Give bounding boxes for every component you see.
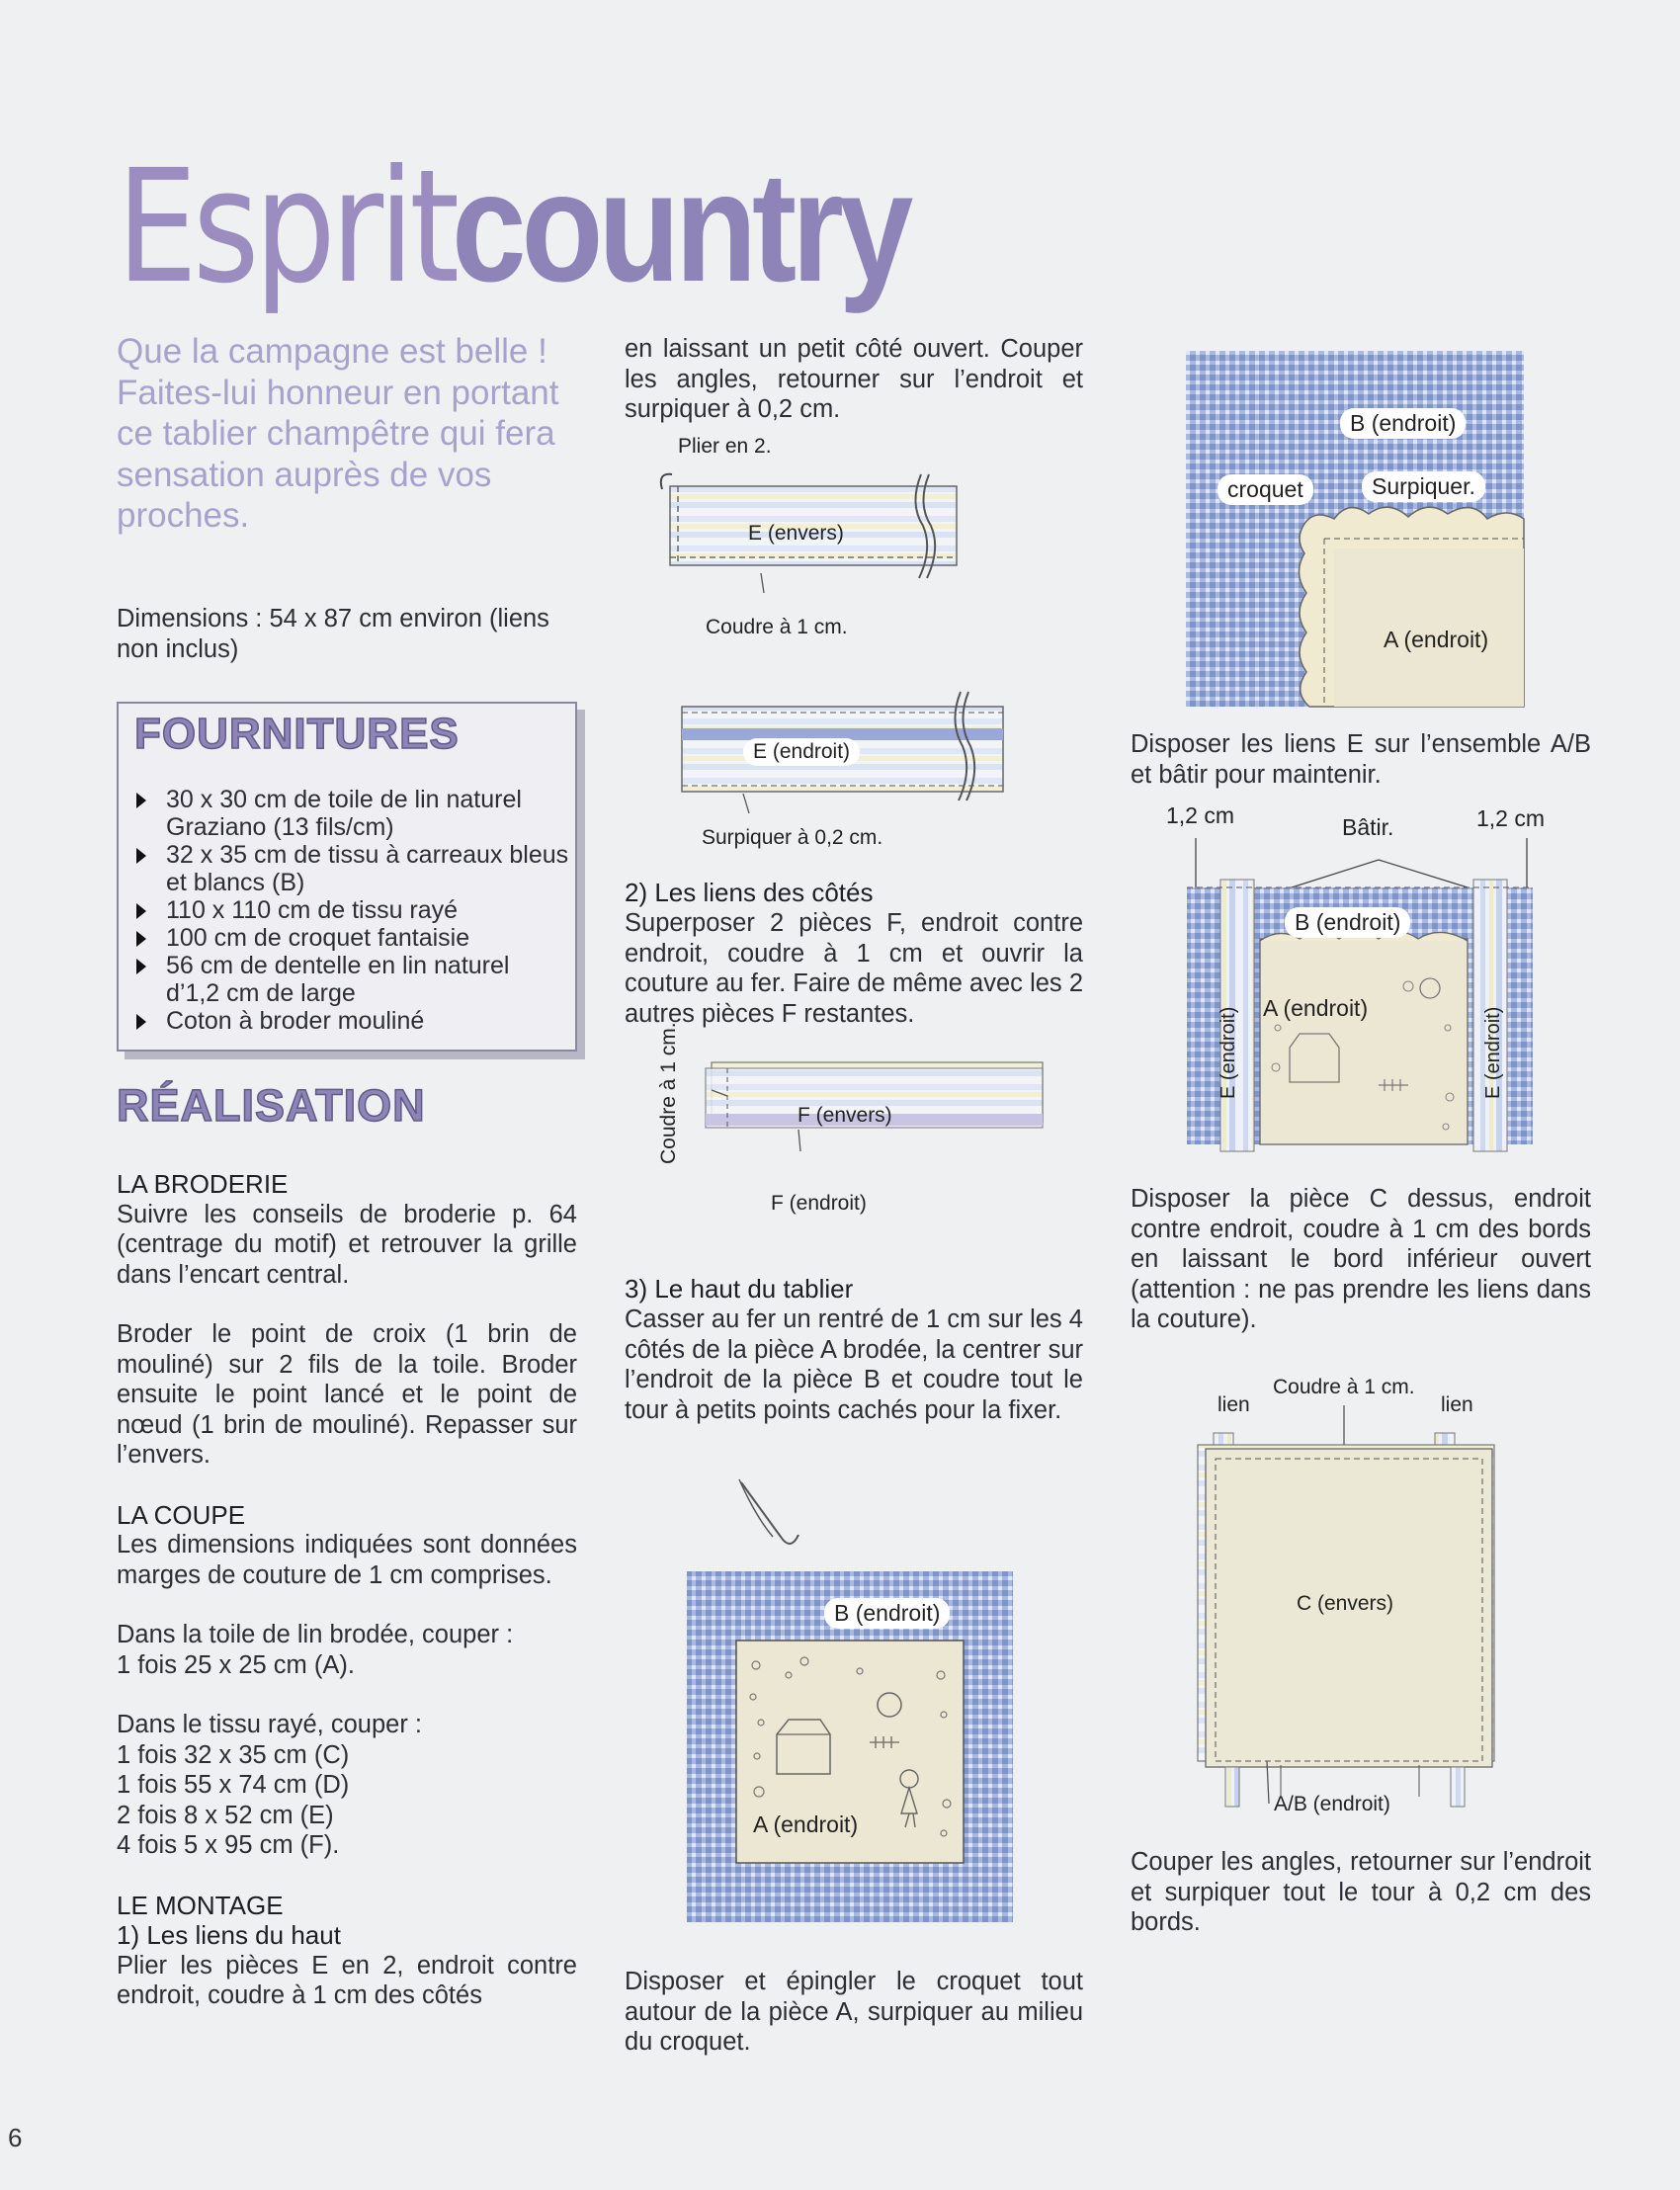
realisation-title: RÉALISATION [117,1080,426,1131]
column-1-text [117,1169,577,2011]
coupe-paragraph: Les dimensions indiquées sont données marges de couture de 1 cm comprises. [117,1531,577,1589]
needle-icon [741,1482,798,1544]
fig5-surpiquer-label: Surpiquer. [1362,471,1485,502]
coupe-raye-item: 4 fois 5 x 95 cm (F). [117,1831,340,1859]
fig7-sew-label: Coudre à 1 cm. [1273,1376,1415,1398]
col3-paragraph-6: Disposer la pièce C dessus, endroit contre endroit, coudre à 1 cm des bords en laissant le bord inférieur ouvert (attention : ne pas prendre les liens dans la couture). [1131,1185,1591,1333]
coupe-lin-item: 1 fois 25 x 25 cm (A). [117,1650,355,1679]
coupe-raye-item: 2 fois 8 x 52 cm (E) [117,1801,334,1829]
coupe-heading: LA COUPE [117,1499,246,1530]
montage-subheading-1: 1) Les liens du haut [117,1920,341,1950]
fig2-stitch-label: Surpiquer à 0,2 cm. [702,826,883,849]
fournitures-title: FOURNITURES [134,710,460,758]
fig7-c-label: C (envers) [1297,1592,1394,1615]
fig7-ab-label: A/B (endroit) [1274,1793,1390,1815]
col2-paragraph-4: Disposer et épingler le croquet tout autour de la pièce A, surpiquer au milieu du croquet. [625,1968,1083,2056]
dimensions: Dimensions : 54 x 87 cm environ (liens non inclus) [117,605,549,663]
montage-heading: LE MONTAGE [117,1890,284,1920]
title-bold: country [452,140,909,314]
fig4-a-label: A (endroit) [743,1810,868,1840]
list-item: Coton à broder mouliné [134,1007,569,1035]
fig4-diagram [682,1477,1018,1932]
fig4-b-label: B (endroit) [824,1598,950,1629]
col3-paragraph-5: Disposer les liens E sur l’ensemble A/B et bâtir pour maintenir. [1131,730,1591,789]
fig7-lien-right: lien [1441,1393,1473,1416]
list-item: 56 cm de dentelle en lin naturel d’1,2 cm de large [134,952,569,1007]
fig6-e-left-label: E (endroit) [1218,1006,1239,1099]
broderie-paragraph-2: Broder le point de croix (1 brin de mouliné) sur 2 fils de la toile. Broder ensuite le point lancé et le point de nœud (1 brin de mouliné). Repasser sur l’envers. [117,1320,577,1469]
coupe-raye-item: 1 fois 32 x 35 cm (C) [117,1740,350,1769]
broderie-paragraph-1: Suivre les conseils de broderie p. 64 (centrage du motif) et retrouver la grille dans l’encart central. [117,1200,577,1289]
coupe-lin-heading: Dans la toile de lin brodée, couper : [117,1621,514,1648]
coupe-raye-item: 1 fois 55 x 74 cm (D) [117,1771,350,1799]
fig2-label: E (endroit) [743,738,860,766]
fig5-b-label: B (endroit) [1340,408,1466,439]
broderie-heading: LA BRODERIE [117,1169,289,1199]
col2-paragraph-2: Superposer 2 pièces F, endroit contre endroit, coudre à 1 cm et ouvrir la couture au fer. Faire de même avec les 2 autres pièces F restantes. [625,909,1083,1028]
fig6-diagram [1181,830,1542,1156]
fig6-right-measure: 1,2 cm [1476,805,1546,831]
col2-subheading-3: 3) Le haut du tablier [625,1274,854,1304]
fig6-e-right-label: E (endroit) [1482,1006,1504,1099]
list-item: 32 x 35 cm de tissu à carreaux bleus et blancs (B) [134,841,569,896]
list-item: 100 cm de croquet fantaisie [134,924,569,952]
fig6-b-label: B (endroit) [1285,907,1410,938]
fig6-batir-label: Bâtir. [1342,814,1394,840]
fig7-lien-left: lien [1218,1393,1250,1416]
fig1-sew-label: Coudre à 1 cm. [706,616,848,638]
fig3-sew-label: Coudre à 1 cm. [657,1022,680,1164]
fig6-a-label: A (endroit) [1263,995,1369,1021]
page-title [117,136,983,318]
fig1-label: E (envers) [748,522,844,545]
fig5-croquet-label: croquet [1218,474,1313,505]
fig6-left-measure: 1,2 cm [1166,802,1235,828]
fig3-envers-label: F (envers) [798,1104,892,1127]
fabric-a [1260,939,1468,1144]
col2-paragraph-3: Casser au fer un rentré de 1 cm sur les 4 côtés de la pièce A brodée, la centrer sur l’endroit de la pièce B et coudre tout le tour à petits points cachés pour la fixer. [625,1306,1083,1424]
coupe-raye-heading: Dans le tissu rayé, couper : [117,1711,422,1738]
col2-paragraph-cont: en laissant un petit côté ouvert. Couper les angles, retourner sur l’endroit et surpiquer à 0,2 cm. [625,335,1083,423]
col2-subheading-2: 2) Les liens des côtés [625,878,874,907]
fournitures-list [134,786,569,1035]
col3-paragraph-7: Couper les angles, retourner sur l’endroit et surpiquer tout le tour à 0,2 cm des bords. [1131,1848,1591,1936]
fig1-fold-label: Plier en 2. [678,435,772,458]
intro-text: Que la campagne est belle ! Faites-lui honneur en portant ce tablier champêtre qui fera sensation auprès de vos proches. [117,332,559,535]
montage-paragraph-1: Plier les pièces E en 2, endroit contre endroit, coudre à 1 cm des côtés [117,1951,577,2009]
list-item: 30 x 30 cm de toile de lin naturel Graziano (13 fils/cm) [134,786,569,841]
fig5-a-label: A (endroit) [1384,627,1489,652]
fig5-diagram [1186,351,1527,712]
fig3-endroit-label: F (endroit) [771,1192,867,1215]
title-light: Esprit [117,136,456,318]
list-item: 110 x 110 cm de tissu rayé [134,896,569,924]
page-number: 6 [8,2123,23,2152]
